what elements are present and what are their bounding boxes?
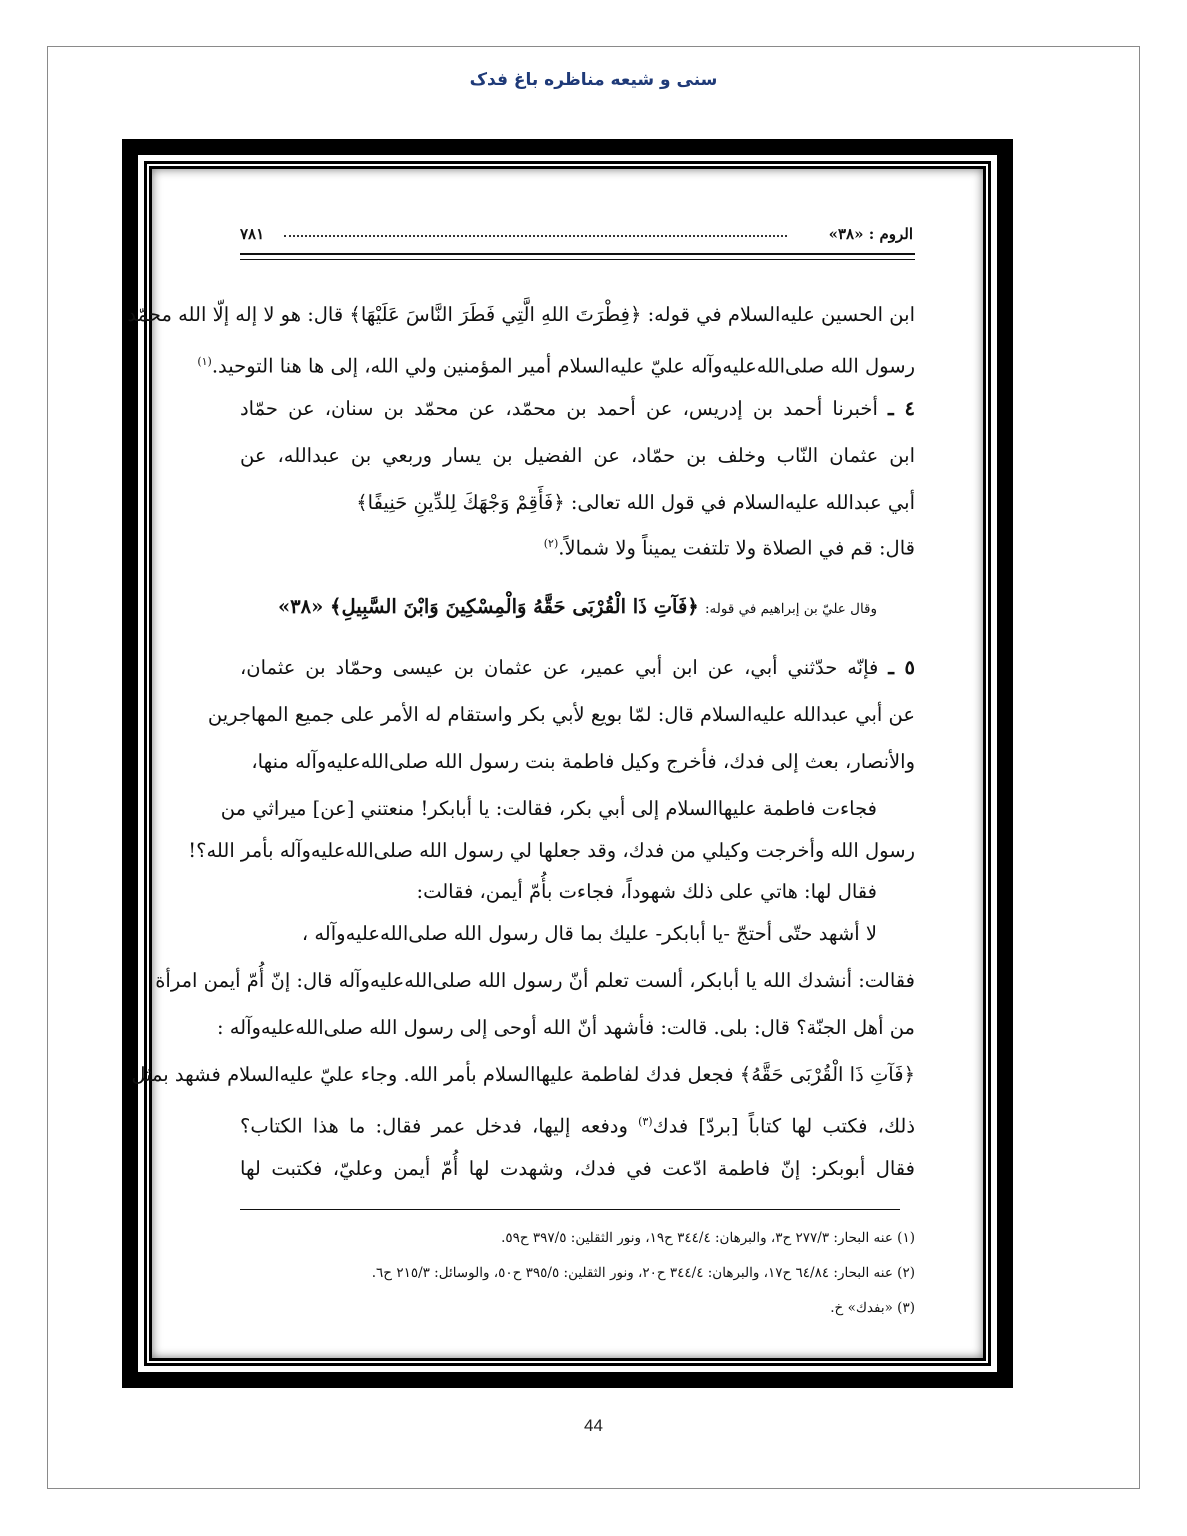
header-rule	[240, 253, 915, 255]
scanned-page	[127, 169, 983, 1358]
header-rule-thin	[240, 259, 915, 260]
arabic-text-block	[127, 169, 916, 1405]
text-line-11: فجاءت فاطمة عليها‌السلام إلى أبي بكر، فقالت: يا أبابكر! منعتني [عن] ميراثي من	[220, 797, 877, 820]
text-line-15: فقالت: أنشدك الله يا أبابكر، ألست تعلم أنّ رسول الله صلى‌الله‌عليه‌وآله قال: إنّ أُمّ أيمن امرأة	[155, 969, 915, 992]
scanned-page-frame	[122, 139, 1013, 1388]
running-head-title: الروم : «٣٨»	[828, 225, 913, 243]
text-line-6: قال: قم في الصلاة ولا تلتفت يميناً ولا شمالاً.$^{(٢)}$	[543, 536, 915, 560]
footnote-rule	[240, 1209, 900, 1210]
text-line-1: ابن الحسين عليه‌السلام في قوله: ﴿فِطْرَتَ اللهِ الَّتِي فَطَرَ النَّاسَ عَلَيْهَا﴾ قال: هو لا إله إلّا الله محمّد	[127, 303, 915, 326]
footnote-2: (٢) عنه البحار: ٦٤/٨٤ ح١٧، والبرهان: ٣٤٤/٤ ح٢٠، ونور الثقلين: ٣٩٥/٥ ح٥٠، والوسائل: ٢١٥/٣ ح٦.	[371, 1265, 915, 1281]
document-header-title: سنی و شیعه مناظره باغ فدک	[469, 70, 718, 90]
footnote-3: (٣) «بفدك» خ.	[830, 1300, 915, 1316]
leader-dots	[284, 235, 787, 237]
text-line-16: من أهل الجنّة؟ قال: بلى. قالت: فأشهد أنّ الله أوحى إلى رسول الله صلى‌الله‌عليه‌وآله :	[216, 1016, 915, 1039]
text-line-2: رسول الله صلى‌الله‌عليه‌وآله عليّ عليه‌السلام أمير المؤمنين ولي الله، إلى ها هنا التوحيد.$^{(١)}$	[197, 354, 915, 378]
text-line-18: ذلك، فكتب لها كتاباً [بردّ] فدك$^{(٣)}$ ودفعه إليها، فدخل عمر فقال: ما هذا الكتاب؟	[240, 1114, 916, 1138]
running-head-page-number: ٧٨١	[240, 225, 265, 243]
running-head	[240, 225, 915, 251]
hadith-5-line-1: ٥ ـ فإنّه حدّثني أبي، عن ابن أبي عمير، عن عثمان بن عيسى وحمّاد بن عثمان،	[240, 656, 915, 679]
text-line-9: عن أبي عبدالله عليه‌السلام قال: لمّا بويع لأبي بكر واستقام له الأمر على جميع المهاجرين	[207, 703, 915, 726]
text-line-14: لا أشهد حتّى أحتجّ -يا أبابكر- عليك بما قال رسول الله صلى‌الله‌عليه‌وآله ،	[301, 922, 877, 945]
text-line-17: ﴿فَآتِ ذَا الْقُرْبَى حَقَّهُ﴾ فجعل فدك لفاطمة عليها‌السلام بأمر الله. وجاء عليّ عليه‌السلام فشهد بمثل	[131, 1063, 915, 1086]
text-line-12: رسول الله وأخرجت وكيلي من فدك، وقد جعلها لي رسول الله صلى‌الله‌عليه‌وآله بأمر الله؟!	[188, 839, 915, 862]
text-line-19: فقال أبوبكر: إنّ فاطمة ادّعت في فدك، وشهدت لها أُمّ أيمن وعليّ، فكتبت لها	[240, 1157, 915, 1180]
text-line-4: ابن عثمان النّاب وخلف بن حمّاد، عن الفضيل بن يسار وربعي بن عبدالله، عن	[240, 444, 915, 467]
text-line-10: والأنصار، بعث إلى فدك، فأخرج وكيل فاطمة بنت رسول الله صلى‌الله‌عليه‌وآله منها،	[251, 750, 915, 773]
section-verse-heading: وقال عليّ بن إبراهيم في قوله: ﴿فَآتِ ذَا الْقُرْبَى حَقَّهُ وَالْمِسْكِينَ وَابْنَ السَّبِيلِ﴾ «٣٨»	[277, 595, 878, 618]
text-line-13: فقال لها: هاتي على ذلك شهوداً، فجاءت بأُمّ أيمن، فقالت:	[416, 880, 877, 903]
page-number: 44	[584, 1416, 603, 1435]
text-line-5: أبي عبدالله عليه‌السلام في قول الله تعالى: ﴿فَأَقِمْ وَجْهَكَ لِلدِّينِ حَنِيفًا﴾	[356, 491, 915, 514]
footnote-1: (١) عنه البحار: ٢٧٧/٣ ح٣، والبرهان: ٣٤٤/٤ ح١٩، ونور الثقلين: ٣٩٧/٥ ح٥٩.	[501, 1230, 915, 1246]
hadith-4-line-1: ٤ ـ أخبرنا أحمد بن إدريس، عن أحمد بن محمّد، عن محمّد بن سنان، عن حمّاد	[240, 397, 915, 420]
